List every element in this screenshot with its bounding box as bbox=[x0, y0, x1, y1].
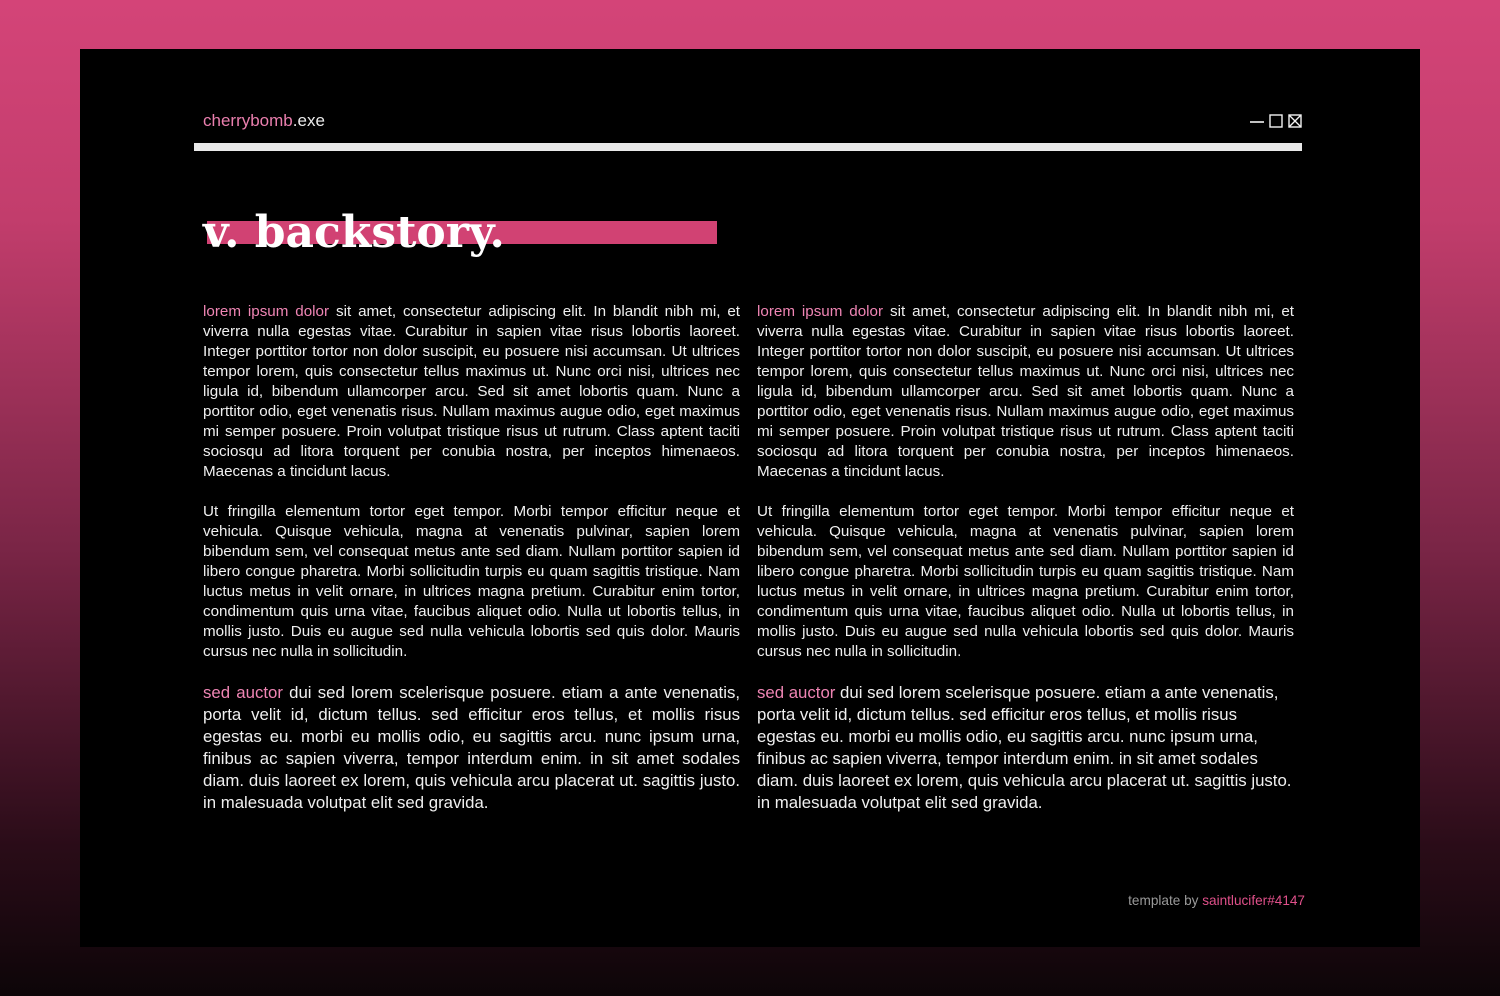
close-icon[interactable] bbox=[1287, 113, 1303, 129]
template-credit bbox=[1128, 893, 1305, 908]
text-column-left bbox=[203, 302, 740, 814]
app-window bbox=[80, 49, 1420, 947]
paragraph-lead: lorem ipsum dolor bbox=[757, 303, 884, 320]
section-heading: v. backstory. bbox=[203, 207, 505, 258]
window-title bbox=[203, 111, 325, 131]
paragraph: Ut fringilla elementum tortor eget tempor. Morbi tempor efficitur neque et vehicula. Quisque vehicula, magna at venenatis pulvinar, sapien lorem bibendum sem, vel consequat metus ante sed diam. Nullam porttitor sapien id libero congue pharetra. Morbi sollicitudin turpis eu quam sagittis tristique. Nam luctus metus in velit ornare, in ultrices magna pretium. Curabitur enim tortor, condimentum quis urna vitae, faucibus aliquet odio. Nulla ut lobortis tellus, in mollis justo. Duis eu augue sed nulla vehicula lobortis sed quis dolor. Mauris cursus nec nulla in sollicitudin. bbox=[203, 503, 740, 660]
window-controls bbox=[1249, 113, 1303, 129]
paragraph bbox=[203, 302, 740, 482]
window-title-suffix: .exe bbox=[292, 111, 325, 130]
paragraph: Ut fringilla elementum tortor eget tempor. Morbi tempor efficitur neque et vehicula. Quisque vehicula, magna at venenatis pulvinar, sapien lorem bibendum sem, vel consequat metus ante sed diam. Nullam porttitor sapien id libero congue pharetra. Morbi sollicitudin turpis eu quam sagittis tristique. Nam luctus metus in velit ornare, in ultrices magna pretium. Curabitur enim tortor, condimentum quis urna vitae, faucibus aliquet odio. Nulla ut lobortis tellus, in mollis justo. Duis eu augue sed nulla vehicula lobortis sed quis dolor. Mauris cursus nec nulla in sollicitudin. bbox=[757, 503, 1294, 660]
maximize-icon[interactable] bbox=[1268, 113, 1284, 129]
minimize-icon[interactable] bbox=[1249, 113, 1265, 129]
credit-handle: saintlucifer#4147 bbox=[1202, 893, 1305, 908]
window-title-accent: cherrybomb bbox=[203, 111, 293, 130]
paragraph-body: dui sed lorem scelerisque posuere. etiam a ante venenatis, porta velit id, dictum tellus. sed efficitur eros tellus, et mollis risus egestas eu. morbi eu mollis odio, eu sagittis arcu. nunc ipsum urna, finibus ac sapien viverra, tempor interdum enim. in sit amet sodales diam. duis laoreet ex lorem, quis vehicula arcu placerat ut. sagittis justo. in malesuada volutpat elit sed gravida. bbox=[203, 683, 741, 812]
paragraph-lead: sed auctor bbox=[757, 683, 836, 702]
section-heading-block bbox=[203, 201, 723, 271]
paragraph-lead: sed auctor bbox=[203, 683, 283, 702]
paragraph bbox=[203, 682, 740, 814]
paragraph-body: dui sed lorem scelerisque posuere. etiam a ante venenatis, porta velit id, dictum tellus. sed efficitur eros tellus, et mollis risus egestas eu. morbi eu mollis odio, eu sagittis arcu. nunc ipsum urna, finibus ac sapien viverra, tempor interdum enim. in sit amet sodales diam. duis laoreet ex lorem, quis vehicula arcu placerat ut. sagittis justo. in malesuada volutpat elit sed gravida. bbox=[757, 683, 1292, 812]
title-divider bbox=[194, 143, 1302, 151]
credit-prefix: template by bbox=[1128, 893, 1203, 908]
paragraph bbox=[757, 302, 1294, 482]
text-column-right bbox=[757, 302, 1294, 814]
paragraph-body: sit amet, consectetur adipiscing elit. In blandit nibh mi, et viverra nulla egestas vitae. Curabitur in sapien vitae risus lobortis laoreet. Integer porttitor tortor non dolor suscipit, eu posuere nisi accumsan. Ut ultrices tempor lorem, quis consectetur tellus maximus ut. Nunc orci nisi, ultrices nec ligula id, bibendum ullamcorper arcu. Sed sit amet lobortis quam. Nunc a porttitor odio, eget venenatis risus. Nullam maximus augue odio, eget maximus mi semper posuere. Proin volutpat tristique risus ut rutrum. Class aptent taciti sociosqu ad litora torquent per conubia nostra, per inceptos himenaeos. Maecenas a tincidunt lacus. bbox=[757, 303, 1295, 480]
title-bar bbox=[203, 111, 1303, 135]
paragraph-lead: lorem ipsum dolor bbox=[203, 303, 330, 320]
paragraph-body: sit amet, consectetur adipiscing elit. In blandit nibh mi, et viverra nulla egestas vitae. Curabitur in sapien vitae risus lobortis laoreet. Integer porttitor tortor non dolor suscipit, eu posuere nisi accumsan. Ut ultrices tempor lorem, quis consectetur tellus maximus ut. Nunc orci nisi, ultrices nec ligula id, bibendum ullamcorper arcu. Sed sit amet lobortis quam. Nunc a porttitor odio, eget venenatis risus. Nullam maximus augue odio, eget maximus mi semper posuere. Proin volutpat tristique risus ut rutrum. Class aptent taciti sociosqu ad litora torquent per conubia nostra, per inceptos himenaeos. Maecenas a tincidunt lacus. bbox=[203, 303, 741, 480]
paragraph bbox=[757, 682, 1294, 814]
